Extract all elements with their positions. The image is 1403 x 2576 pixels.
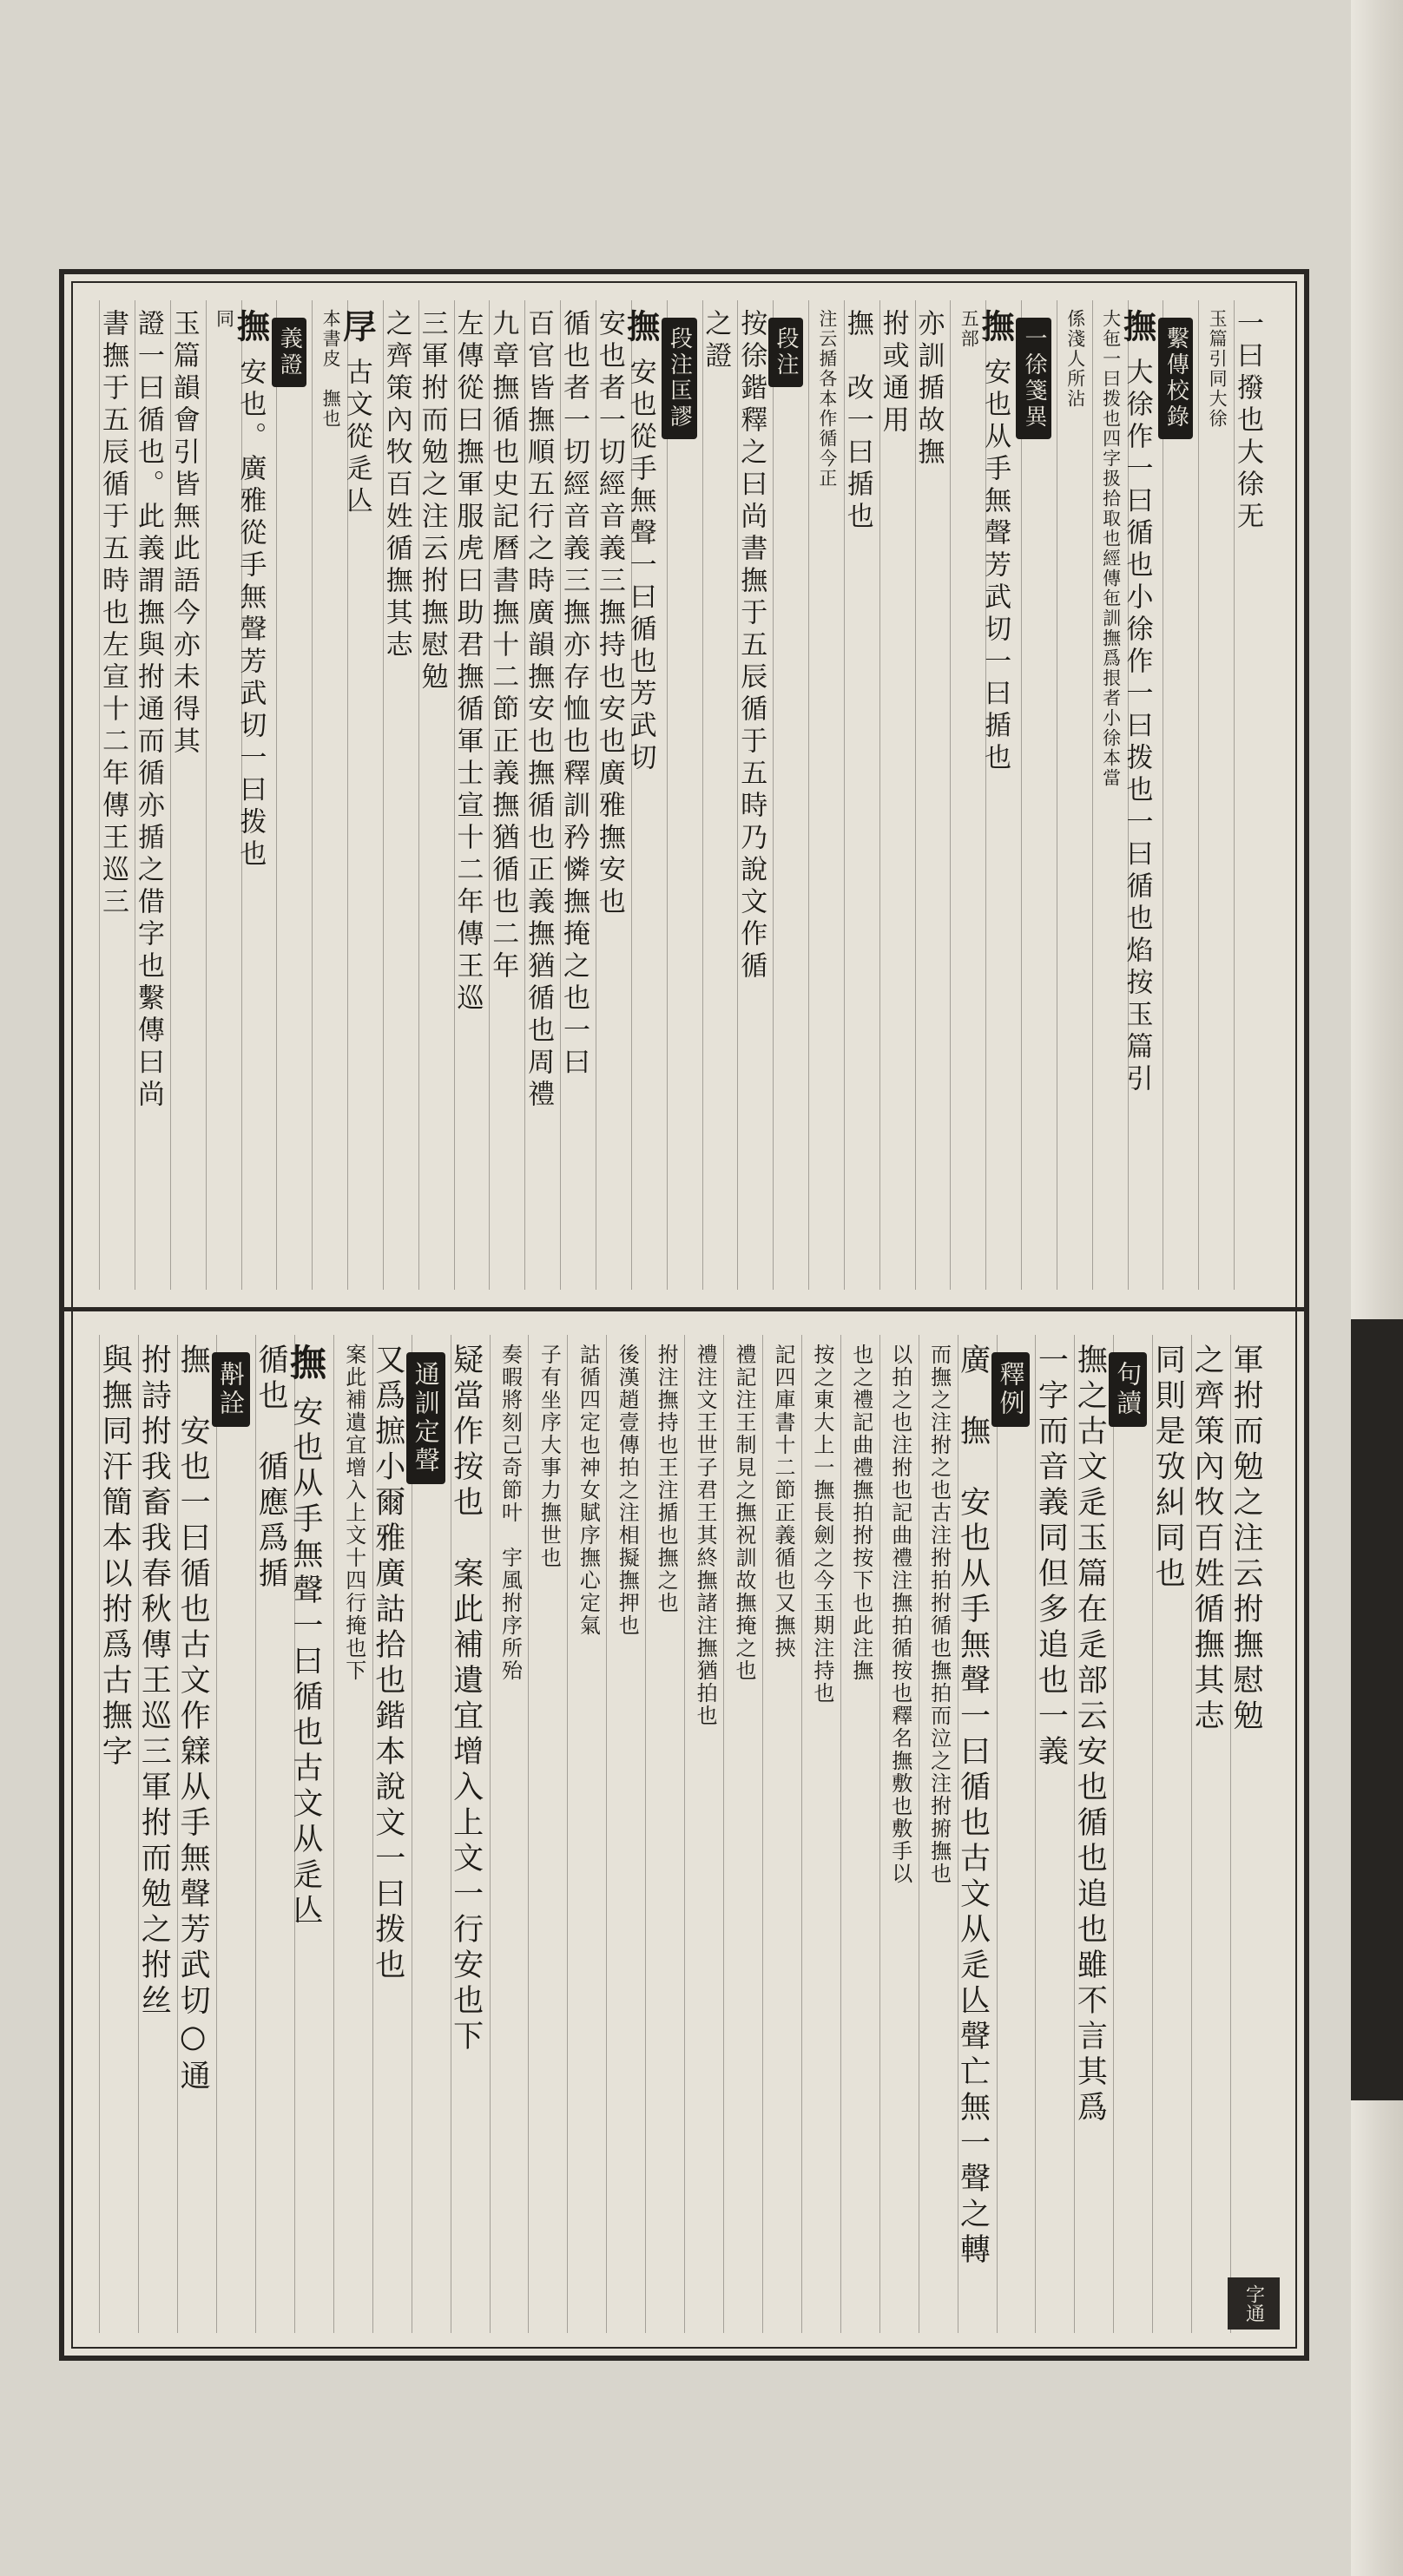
annotation-column: 五部 [950, 300, 985, 1290]
annotation-column: 也之禮記曲禮撫拍拊按下也此注撫 [840, 1335, 879, 2333]
entry-definition: 安也从手無聲芳武切一曰揗也 [979, 358, 1011, 775]
text-column: 撫 改一曰揗也 [844, 300, 879, 1290]
source-tag: 義證 [272, 318, 307, 387]
entry-definition: 古文從辵亾 [340, 358, 372, 518]
corner-mark: 字通 [1228, 2277, 1280, 2330]
text-column: 亦訓揗故撫 [915, 300, 951, 1290]
source-tag: 斠詮 [212, 1352, 250, 1427]
annotation-column: 禮記注王制見之撫祝訓故撫掩之也 [723, 1335, 762, 2333]
text-column: 循也者一切經音義三撫亦存恤也釋訓矜憐撫掩之也一曰 [560, 300, 596, 1290]
text-column: 循也 循應爲揗 [255, 1335, 294, 2333]
annotation-column: 案此補遺宜增入上文十四行掩也下 [333, 1335, 372, 2333]
source-tag: 段注匡謬 [662, 318, 697, 439]
text-column: 同則是攷糾同也 [1152, 1335, 1191, 2333]
text-column: 之齊策內牧百姓循撫其志 [1191, 1335, 1230, 2333]
entry-column [621, 300, 667, 1290]
source-tag: 句讀 [1109, 1352, 1147, 1427]
entry-definition: 安也。廣雅從手無聲芳武切一曰拨也 [234, 358, 267, 871]
text-column: 一字而音義同但多追也一義 [1035, 1335, 1074, 2333]
text-column: 廣 撫 安也从手無聲一曰循也古文从辵亾聲亡無一聲之轉 [958, 1335, 997, 2333]
entry-column [231, 300, 277, 1290]
seal-character: 撫 [284, 1344, 327, 1380]
text-column: 九章撫循也史記曆書撫十二節正義撫猶循也二年 [489, 300, 524, 1290]
annotation-column: 記四庫書十二節正義循也又撫挾 [762, 1335, 801, 2333]
text-column: 書撫于五辰循于五時也左宣十二年傳王巡三 [99, 300, 135, 1290]
panel-divider [64, 1307, 1304, 1311]
annotation-column: 子有坐序大事力撫世也 [528, 1335, 567, 2333]
text-column: 軍拊而勉之注云拊撫慰勉 [1230, 1335, 1269, 2333]
source-tag-column [773, 300, 808, 1290]
source-tag-column [1021, 300, 1057, 1290]
entry-column [337, 300, 383, 1290]
source-tag: 一徐箋異 [1016, 318, 1051, 439]
seal-character: 撫 [976, 309, 1016, 342]
entry-column [284, 1335, 333, 2333]
text-column: 左傳從曰撫軍服虎曰助君撫循軍士宣十二年傳王巡 [454, 300, 490, 1290]
document-page [59, 269, 1309, 2361]
text-column: 拊詩拊我畜我春秋傳王巡三軍拊而勉之拊丝 [138, 1335, 177, 2333]
entry-definition: 安也从手無聲一曰循也古文从辵亾 [287, 1396, 323, 1929]
source-tag-column [276, 300, 312, 1290]
binding-strip [1351, 1319, 1403, 2100]
annotation-column: 本書皮 撫也 [312, 300, 347, 1290]
annotation-column: 大㐌一曰拨也四字扱拾取也經傳㐌訓撫爲拫者小徐本當 [1092, 300, 1128, 1290]
entry-definition: 安也從手無聲一曰循也芳武切 [624, 358, 656, 775]
source-tag-column [667, 300, 702, 1290]
annotation-column: 詁循四定也神女賦序撫心定氣 [567, 1335, 606, 2333]
annotation-column: 按之東大上一撫長劍之今玉期注持也 [801, 1335, 840, 2333]
lower-text-panel [99, 1335, 1269, 2333]
source-tag: 段注 [768, 318, 804, 387]
source-tag-column [1113, 1335, 1152, 2333]
annotation-column: 係淺人所沾 [1057, 300, 1092, 1290]
seal-character: 撫 [1117, 309, 1157, 342]
annotation-column: 禮注文王世子君王其終撫諸注撫猶拍也 [684, 1335, 723, 2333]
text-column: 疑當作按也 案此補遺宜增入上文一行安也下 [451, 1335, 490, 2333]
annotation-column: 以拍之也注拊也記曲禮注撫拍循按也釋名撫敷也敷手以 [879, 1335, 919, 2333]
text-column: 撫 安也一曰循也古文作䢄从手無聲芳武切○通 [177, 1335, 216, 2333]
source-tag-column [412, 1335, 451, 2333]
entry-column [976, 300, 1021, 1290]
entry-column [1117, 300, 1163, 1290]
seal-character: 撫 [231, 309, 271, 342]
text-column: 證一曰循也。此義謂撫與拊通而循亦揗之借字也繫傳曰尚 [135, 300, 170, 1290]
source-tag: 釋例 [991, 1352, 1030, 1427]
annotation-column: 奏暇將刻己奇節叶 宇風拊序所殆 [490, 1335, 529, 2333]
text-column: 一曰撥也大徐无 [1234, 300, 1269, 1290]
seal-character: 㞌 [337, 309, 377, 342]
annotation-column: 拊注撫持也王注揗也撫之也 [645, 1335, 684, 2333]
source-tag: 繫傳校錄 [1158, 318, 1194, 439]
text-column: 玉篇韻會引皆無此語今亦未得其 [170, 300, 206, 1290]
text-column: 撫之古文辵玉篇在辵部云安也循也追也雖不言其爲 [1074, 1335, 1113, 2333]
scan-margin [1351, 0, 1403, 2576]
text-column: 三軍拊而勉之注云拊撫慰勉 [418, 300, 454, 1290]
text-column: 與撫同汗簡本以拊爲古撫字 [99, 1335, 138, 2333]
text-column: 拊或通用 [879, 300, 915, 1290]
text-column: 按徐鍇釋之曰尚書撫于五辰循于五時乃說文作循 [737, 300, 773, 1290]
annotation-column: 玉篇引同大徐 [1198, 300, 1234, 1290]
annotation-column: 後漢趙壹傳拍之注相擬撫押也 [606, 1335, 645, 2333]
source-tag-column [1163, 300, 1198, 1290]
annotation-column: 注云揗各本作循今正 [808, 300, 844, 1290]
annotation-column: 同 [206, 300, 241, 1290]
source-tag-column [216, 1335, 255, 2333]
entry-definition: 大徐作一曰循也小徐作一曰拨也一曰循也焰按玉篇引 [1121, 358, 1153, 1096]
upper-text-panel [99, 300, 1269, 1290]
annotation-column: 而撫之注拊之也古注拊拍拊循也撫拍而泣之注拊捬撫也 [919, 1335, 958, 2333]
text-column: 百官皆撫順五行之時廣韻撫安也撫循也正義撫猶循也周禮 [524, 300, 560, 1290]
source-tag: 通訓定聲 [406, 1352, 445, 1484]
text-column: 又爲摭小爾雅廣詁拾也鍇本說文一曰拨也 [372, 1335, 412, 2333]
text-column: 安也者一切經音義三撫持也安也廣雅撫安也 [596, 300, 631, 1290]
text-column: 之齊策內牧百姓循撫其志 [383, 300, 418, 1290]
source-tag-column [997, 1335, 1036, 2333]
text-column: 之證 [702, 300, 738, 1290]
seal-character: 撫 [621, 309, 661, 342]
